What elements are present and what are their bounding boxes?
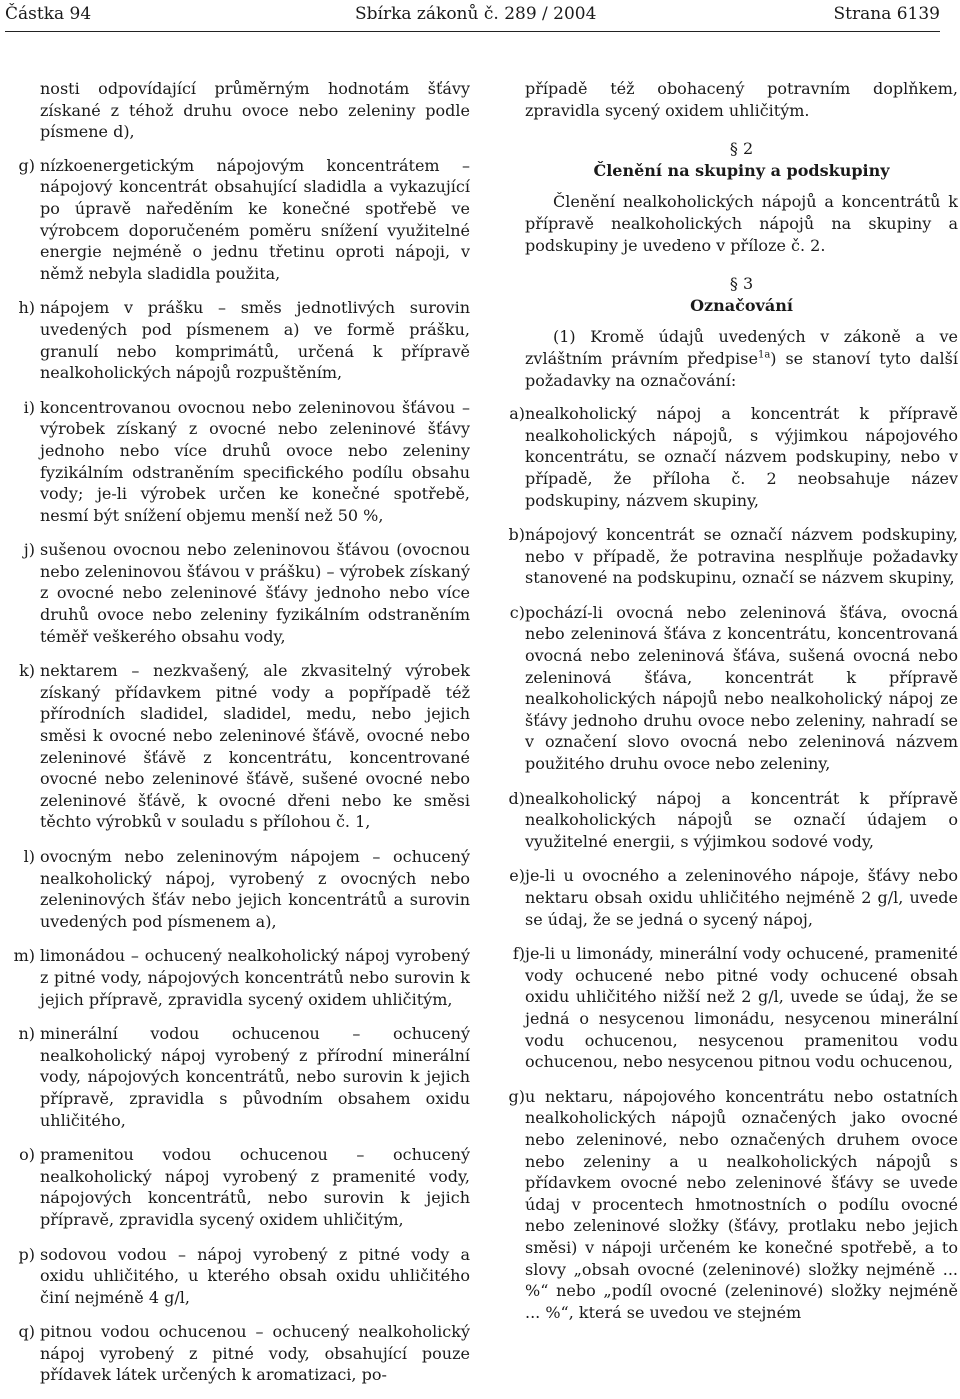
item-label: e) xyxy=(509,866,525,886)
item-label: g) xyxy=(508,1086,525,1106)
item-text: minerální vodou ochucenou – ochucený nealkoholický nápoj vyrobený z přírodní minerální vody, nápojových koncentrátů, nebo surovin k jejich přípravě, zpravidla s původním obsahem oxidu uhličitého, xyxy=(40,1024,470,1130)
list-item xyxy=(18,1321,470,1386)
header-part: Částka 94 xyxy=(5,4,92,24)
item-label: c) xyxy=(509,602,525,622)
intro-text-b: ) se stanoví tyto další požadavky na označování: xyxy=(525,348,959,390)
list-item xyxy=(508,1086,958,1324)
item-text: ovocným nebo zeleninovým nápojem – ochucený nealkoholický nápoj, vyrobený z ovocných nebo zeleninových šťáv nebo jejich koncentrátů a surovin uvedených pod písmenem a), xyxy=(40,847,470,931)
left-column xyxy=(13,78,470,1399)
list-item xyxy=(18,155,470,285)
item-text: nealkoholický nápoj a koncentrát k přípravě nealkoholických nápojů, s výjimkou nápojového koncentrátu, se označí názvem podskupiny, nebo v případě, že příloha č. 2 neobsahuje název podskupiny, názvem skupiny, xyxy=(525,404,958,510)
list-item xyxy=(19,1144,470,1230)
list-item xyxy=(18,297,470,383)
item-label: o) xyxy=(19,1145,35,1165)
item-text: nealkoholický nápoj a koncentrát k přípravě nealkoholických nápojů se označí údajem o využitelné energii, s výjimkou sodové vody, xyxy=(525,788,958,851)
section-2-number: § 2 xyxy=(729,139,754,159)
list-item xyxy=(509,602,958,775)
item-text: je-li u ovocného a zeleninového nápoje, šťávy nebo nektaru obsah oxidu uhličitého nejméně 2 g/l, uvede se údaj, že se jedná o sycený nápoj, xyxy=(525,866,958,929)
header-collection: Sbírka zákonů č. 289 / 2004 xyxy=(355,4,597,24)
continuation-text: případě též obohacený potravním doplňkem, zpravidla sycený oxidem uhličitým. xyxy=(525,79,958,120)
item-text: sodovou vodou – nápoj vyrobený z pitné vody a oxidu uhličitého, u kterého obsah oxidu uhličitého činí nejméně 4 g/l, xyxy=(40,1244,470,1307)
list-item xyxy=(23,539,470,647)
section-3-number: § 3 xyxy=(729,274,754,294)
list-item xyxy=(18,1244,470,1309)
item-label: j) xyxy=(23,540,35,560)
list-item xyxy=(509,865,958,930)
item-label: q) xyxy=(18,1322,35,1342)
item-text: nízkoenergetickým nápojovým koncentrátem – nápojový koncentrát obsahující sladidla a vykazující po úpravě naředěním ke konečné spotřebě ve výrobcem doporučeném poměru snížení využitelné energie nejméně o jednu třetinu oproti nápoji, v němž nebyla sladidla použita, xyxy=(40,155,470,283)
right-column xyxy=(508,78,959,1336)
header-rule xyxy=(5,31,940,32)
list-item xyxy=(508,788,958,853)
item-text: je-li u limonády, minerální vody ochucené, pramenité vody ochucené nebo pitné vody ochucené obsah oxidu uhličitého nižší než 2 g/l, uvede se údaj, že se jedná o nesycenou limonádu, nesycenou minerální vodu ochucenou, nesycenou pramenitou vodu ochucenou, nebo nesycenou pitnou vodu ochucenou, xyxy=(525,944,958,1072)
item-text: pitnou vodou ochucenou – ochucený nealkoholický nápoj vyrobený z pitné vody, obsahující pouze přídavek látek určených k aromatizaci, po- xyxy=(40,1322,470,1385)
item-label: m) xyxy=(13,946,35,966)
list-item xyxy=(23,846,470,932)
intro-text-a: (1) Kromě údajů uvedených v zákoně a ve zvláštním právním předpise xyxy=(525,327,958,368)
item-text: nektarem – nezkvašený, ale zkvasitelný výrobek získaný přídavkem pitné vody a popřípadě též přírodních sladidel, sladidel, medu, nebo jejich směsi k ovocné nebo zeleninové šťávě, ovocné nebo zeleninové šťávě z koncentrátu, koncentrované ovocné nebo zeleninové šťávě, sušené ovocné nebo zeleninové šťávě, k ovocné dřeni nebo ke směsi těchto výrobků v souladu s přílohou č. 1, xyxy=(40,661,470,832)
item-label: n) xyxy=(18,1024,35,1044)
item-text: pramenitou vodou ochucenou – ochucený nealkoholický nápoj vyrobený z pramenité vody, nápojových koncentrátů, nebo surovin k jejich přípravě, zpravidla sycený oxidem uhličitým, xyxy=(40,1145,470,1229)
item-label: p) xyxy=(18,1244,35,1264)
list-item xyxy=(509,403,958,511)
list-item xyxy=(13,945,470,1010)
item-label: f) xyxy=(512,944,525,964)
item-label: d) xyxy=(508,788,525,808)
item-text: limonádou – ochucený nealkoholický nápoj vyrobený z pitné vody, nápojových koncentrátů nebo surovin k jejich přípravě, zpravidla sycený oxidem uhličitým, xyxy=(40,946,470,1009)
list-item xyxy=(512,943,958,1073)
footnote-ref: 1a xyxy=(757,349,771,361)
list-item xyxy=(19,660,470,833)
item-text: u nektaru, nápojového koncentrátu nebo ostatních nealkoholických nápojů označených jako ovocné nebo zeleninové, nebo označených druhem ovoce nebo zeleniny a u nealkoholických nápojů s přídavkem ovocné nebo zeleninové šťávy se uvede údaj v procentech hmotnostních o podílu ovocné nebo zeleninové složky (šťávy, protlaku nebo jejich směsi) v nápoji určeném ke konečné spotřebě, a to slovy „obsah ovocné (zeleninové) složky nejméně ... %“ nebo „podíl ovocné (zeleninové) složky nejméně ... %“, která se uvedou ve stejném xyxy=(525,1086,958,1322)
item-label: g) xyxy=(18,155,35,175)
section-2-text: Členění nealkoholických nápojů a koncentrátů k přípravě nealkoholických nápojů na skupiny a podskupiny je uvedeno v příloze č. 2. xyxy=(525,192,958,255)
list-item xyxy=(508,524,958,589)
list-item xyxy=(18,1023,470,1131)
item-text: pochází-li ovocná nebo zeleninová šťáva, ovocná nebo zeleninová šťáva z koncentrátu, koncentrovaná ovocná nebo zeleninová šťáva, sušená ovocná nebo zeleninová šťáva, koncentrát k přípravě nealkoholických nápojů nebo nealkoholický nápoj ze šťávy jednoho druhu ovoce nebo zeleniny, nahradí se v označení slovo ovocná nebo zeleninová názvem použitého druhu ovoce nebo zeleniny, xyxy=(525,602,958,774)
item-label: i) xyxy=(23,397,35,417)
section-3-title: Označování xyxy=(690,295,793,315)
header-page-number: Strana 6139 xyxy=(833,4,940,24)
page-header xyxy=(0,4,960,32)
item-text: nápojový koncentrát se označí názvem podskupiny, nebo v případě, že potravina nesplňuje požadavky stanovené na podskupinu, označí se názvem skupiny, xyxy=(525,525,958,588)
item-label: a) xyxy=(509,404,525,424)
list-item xyxy=(23,397,470,527)
continuation-text: nosti odpovídající průměrným hodnotám šťávy získané z téhož druhu ovoce nebo zeleniny podle písmene d), xyxy=(40,79,470,142)
item-label: b) xyxy=(508,525,525,545)
item-text: nápojem v prášku – směs jednotlivých surovin uvedených pod písmenem a) ve formě prášku, granulí nebo komprimátů, určená k přípravě nealkoholických nápojů rozpuštěním, xyxy=(40,298,470,383)
item-text: koncentrovanou ovocnou nebo zeleninovou šťávou – výrobek získaný z ovocné nebo zeleninové šťávy jednoho nebo více druhů ovoce nebo zeleniny fyzikálním odstraněním specifického podílu obsahu vody; je-li výrobek určen ke konečné spotřebě, nesmí být snížení objemu menší než 50 %, xyxy=(40,397,470,525)
section-2-title: Členění na skupiny a podskupiny xyxy=(593,160,890,180)
item-label: k) xyxy=(19,661,35,681)
spacer xyxy=(40,143,470,155)
item-text: sušenou ovocnou nebo zeleninovou šťávou (ovocnou nebo zeleninovou šťávou v prášku) – výrobek získaný z ovocné nebo zeleninové šťávy jednoho nebo více druhů ovoce nebo zeleniny fyzikálním odstraněním téměř veškerého obsahu vody, xyxy=(40,540,470,646)
section-3-intro xyxy=(525,326,958,391)
item-label: h) xyxy=(18,298,35,318)
item-label: l) xyxy=(23,847,35,866)
